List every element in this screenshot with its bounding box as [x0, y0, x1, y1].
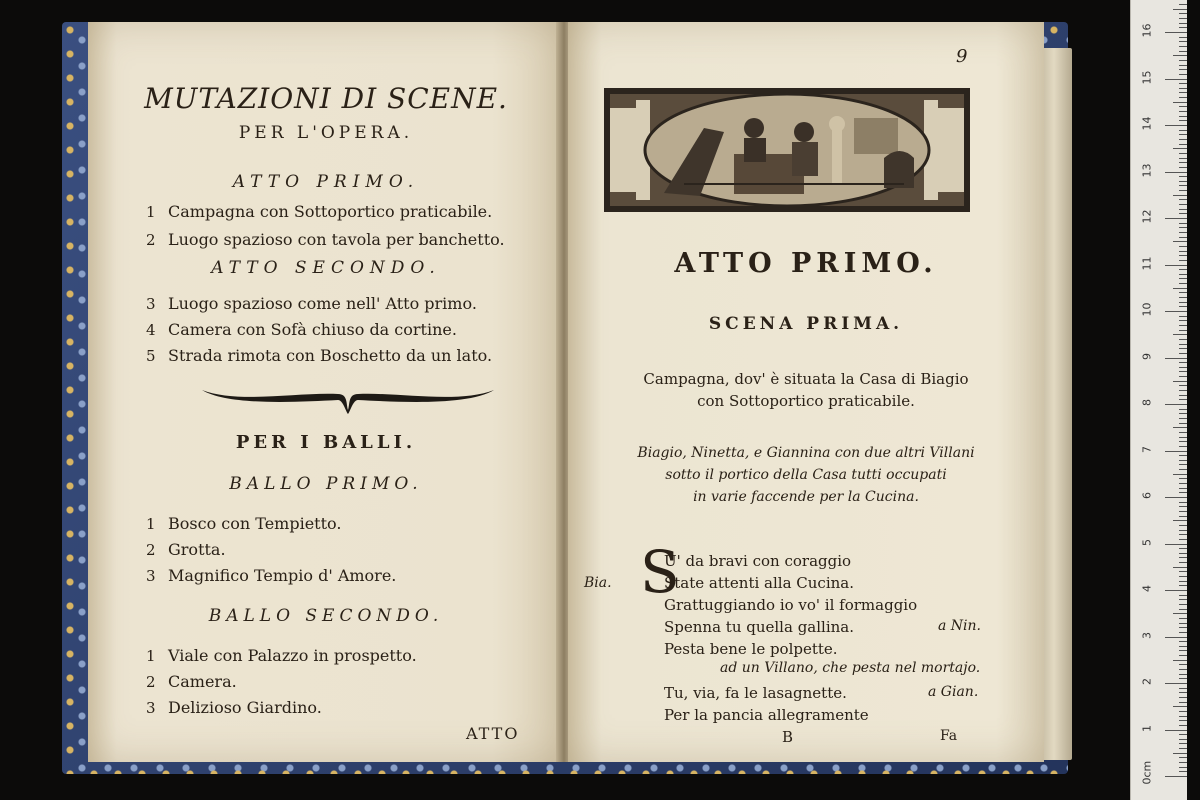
ruler-tick	[1179, 302, 1187, 303]
ruler-tick	[1179, 571, 1187, 572]
ruler-tick	[1179, 344, 1187, 345]
ruler-tick	[1165, 497, 1187, 498]
ruler-tick	[1165, 683, 1187, 684]
ruler-number: 15	[1140, 70, 1154, 84]
list-item: 2 Grotta.	[146, 540, 226, 559]
ruler-tick	[1179, 413, 1187, 414]
ruler-tick	[1179, 144, 1187, 145]
ruler-tick	[1179, 278, 1187, 279]
ruler-tick	[1179, 623, 1187, 624]
ruler-tick	[1179, 725, 1187, 726]
ruler-tick	[1179, 771, 1187, 772]
ruler-tick	[1165, 125, 1187, 126]
ruler-tick	[1179, 664, 1187, 665]
page-edges	[1042, 48, 1072, 760]
ruler-tick	[1179, 162, 1187, 163]
ruler-tick	[1179, 609, 1187, 610]
list-item: 1 Bosco con Tempietto.	[146, 514, 342, 533]
ruler-tick	[1179, 65, 1187, 66]
ruler-tick	[1179, 339, 1187, 340]
ruler-tick	[1179, 562, 1187, 563]
ruler-tick	[1179, 134, 1187, 135]
setting-line: Campagna, dov' è situata la Casa di Biagio	[643, 370, 969, 388]
ruler-tick	[1179, 716, 1187, 717]
ruler-tick	[1179, 534, 1187, 535]
ruler-tick	[1179, 539, 1187, 540]
ruler-tick	[1179, 632, 1187, 633]
right-page	[568, 22, 1044, 762]
ruler-number: 5	[1140, 538, 1154, 546]
ruler-tick	[1173, 102, 1187, 103]
ruler-tick	[1179, 120, 1187, 121]
ruler-number: 2	[1140, 678, 1154, 685]
woodcut-illustration	[604, 88, 970, 212]
ballo-one-heading: BALLO PRIMO.	[229, 474, 423, 494]
ruler-tick	[1173, 334, 1187, 335]
ruler-tick	[1179, 581, 1187, 582]
ruler-tick	[1179, 376, 1187, 377]
cast-line: sotto il portico della Casa tutti occupati	[665, 467, 947, 483]
ruler-tick	[1165, 451, 1187, 452]
ruler-tick	[1179, 530, 1187, 531]
ruler-tick	[1165, 172, 1187, 173]
ruler-number: 11	[1140, 256, 1154, 270]
ruler-tick	[1165, 404, 1187, 405]
ruler-tick	[1179, 246, 1187, 247]
stage-direction: a Nin.	[938, 618, 981, 634]
ruler-tick	[1179, 227, 1187, 228]
verse-line: Grattuggiando io vo' il formaggio	[664, 596, 918, 614]
ruler-tick	[1179, 409, 1187, 410]
ruler-tick	[1179, 618, 1187, 619]
ruler-tick	[1165, 32, 1187, 33]
ruler-tick	[1179, 478, 1187, 479]
ruler-tick	[1179, 153, 1187, 154]
ruler-tick	[1179, 371, 1187, 372]
ruler-tick	[1179, 167, 1187, 168]
ruler-tick	[1179, 511, 1187, 512]
ruler-tick	[1173, 567, 1187, 568]
list-item: 1 Viale con Palazzo in prospetto.	[146, 646, 417, 665]
ruler-number: 4	[1140, 585, 1154, 592]
ruler-tick	[1179, 97, 1187, 98]
ruler-tick	[1179, 516, 1187, 517]
ruler-tick	[1179, 4, 1187, 5]
ruler-tick	[1179, 37, 1187, 38]
cast-line: in varie faccende per la Cucina.	[693, 489, 919, 505]
ruler-tick	[1173, 288, 1187, 289]
ruler-tick	[1179, 437, 1187, 438]
ruler-tick	[1179, 106, 1187, 107]
ruler-tick	[1179, 83, 1187, 84]
ruler-tick	[1173, 753, 1187, 754]
right-catchword: Fa	[940, 728, 958, 744]
setting-line: con Sottoportico praticabile.	[697, 392, 915, 410]
ruler-tick	[1179, 348, 1187, 349]
ruler-tick	[1165, 637, 1187, 638]
ruler-tick	[1179, 697, 1187, 698]
ruler-tick	[1179, 641, 1187, 642]
drop-cap: S	[640, 538, 680, 606]
ruler-tick	[1179, 237, 1187, 238]
verse-line: State attenti alla Cucina.	[664, 574, 855, 592]
ruler-tick	[1179, 297, 1187, 298]
ruler-tick	[1179, 27, 1187, 28]
act-two-heading: ATTO SECONDO.	[211, 258, 441, 278]
ruler-tick	[1173, 148, 1187, 149]
ruler-tick	[1179, 506, 1187, 507]
ruler-tick	[1165, 265, 1187, 266]
ruler-tick	[1165, 218, 1187, 219]
left-catchword: ATTO	[466, 724, 520, 743]
ruler-tick	[1179, 669, 1187, 670]
ruler-tick	[1179, 483, 1187, 484]
ruler-tick	[1179, 757, 1187, 758]
verse-line: Per la pancia allegramente	[664, 706, 869, 724]
ruler-tick	[1179, 650, 1187, 651]
ruler-tick	[1179, 595, 1187, 596]
ruler-tick	[1179, 362, 1187, 363]
ruler-tick	[1179, 232, 1187, 233]
ruler-tick	[1173, 427, 1187, 428]
ruler-tick	[1179, 674, 1187, 675]
ruler-tick	[1179, 185, 1187, 186]
scene-title: SCENA PRIMA.	[708, 314, 904, 334]
ruler-tick	[1179, 306, 1187, 307]
ruler-tick	[1179, 390, 1187, 391]
speaker-label: Bia.	[584, 575, 612, 591]
ruler-tick	[1179, 260, 1187, 261]
ruler-tick	[1179, 139, 1187, 140]
list-item: 3 Delizioso Giardino.	[146, 698, 322, 717]
ruler-tick	[1179, 548, 1187, 549]
verse-line: Pesta bene le polpette.	[664, 640, 838, 658]
stage-direction: a Gian.	[928, 684, 979, 700]
ruler-tick	[1179, 604, 1187, 605]
ruler-number: 7	[1140, 445, 1154, 453]
ruler-tick	[1179, 488, 1187, 489]
balli-heading: PER I BALLI.	[235, 432, 417, 453]
ruler-tick	[1173, 660, 1187, 661]
ruler-tick	[1179, 88, 1187, 89]
page-number: 9	[956, 46, 968, 67]
list-item: 3 Luogo spazioso come nell' Atto primo.	[146, 294, 477, 313]
ruler-tick	[1179, 646, 1187, 647]
ruler-tick	[1179, 423, 1187, 424]
ruler-tick	[1179, 492, 1187, 493]
act-one-heading: ATTO PRIMO.	[232, 172, 420, 192]
ruler-tick	[1179, 464, 1187, 465]
ruler-tick	[1179, 553, 1187, 554]
ruler-tick	[1179, 446, 1187, 447]
ruler-tick	[1179, 204, 1187, 205]
ruler-number: 8	[1140, 399, 1154, 406]
list-item: 2 Camera.	[146, 672, 237, 691]
ruler-tick	[1179, 599, 1187, 600]
ruler-number: 14	[1140, 116, 1154, 131]
ruler-tick	[1179, 585, 1187, 586]
ruler-tick	[1179, 692, 1187, 693]
ruler-tick	[1179, 46, 1187, 47]
ruler-tick	[1179, 655, 1187, 656]
ruler-tick	[1173, 520, 1187, 521]
list-item: 1 Campagna con Sottoportico praticabile.	[146, 202, 493, 221]
ruler-tick	[1179, 720, 1187, 721]
ruler-number: 0cm	[1140, 760, 1154, 785]
ruler-tick	[1179, 269, 1187, 270]
ruler-tick	[1179, 209, 1187, 210]
ruler-tick	[1165, 358, 1187, 359]
ruler-tick	[1165, 730, 1187, 731]
list-item: 5 Strada rimota con Boschetto da un lato.	[146, 346, 493, 365]
signature-mark: B	[782, 728, 794, 746]
ruler-tick	[1173, 195, 1187, 196]
ruler-tick	[1165, 79, 1187, 80]
ruler-tick	[1179, 23, 1187, 24]
ruler-tick	[1179, 330, 1187, 331]
ruler-tick	[1179, 60, 1187, 61]
ruler-tick	[1173, 474, 1187, 475]
list-item: 2 Luogo spazioso con tavola per banchetto.	[146, 230, 505, 249]
ruler-tick	[1179, 251, 1187, 252]
ruler-tick	[1179, 399, 1187, 400]
ruler-tick	[1179, 502, 1187, 503]
ruler-tick	[1179, 460, 1187, 461]
opera-heading: PER L'OPERA.	[238, 123, 414, 143]
ruler-tick	[1179, 69, 1187, 70]
ruler-tick	[1179, 92, 1187, 93]
ruler-tick	[1179, 678, 1187, 679]
ruler-tick	[1179, 320, 1187, 321]
ruler-tick	[1179, 367, 1187, 368]
ballo-two-heading: BALLO SECONDO.	[208, 606, 444, 626]
ruler-tick	[1179, 41, 1187, 42]
ruler-tick	[1179, 525, 1187, 526]
verse-line: Spenna tu quella gallina.	[664, 618, 854, 636]
ruler-tick	[1179, 213, 1187, 214]
ruler-tick	[1179, 325, 1187, 326]
ruler-number: 3	[1140, 631, 1154, 639]
measuring-ruler	[1130, 0, 1187, 800]
ruler-tick	[1179, 176, 1187, 177]
ruler-tick	[1179, 748, 1187, 749]
ruler-tick	[1179, 743, 1187, 744]
ruler-tick	[1173, 381, 1187, 382]
ruler-tick	[1179, 116, 1187, 117]
ruler-tick	[1179, 455, 1187, 456]
cast-line: Biagio, Ninetta, e Giannina con due altri Villani	[637, 445, 975, 461]
ruler-tick	[1179, 158, 1187, 159]
ruler-tick	[1179, 441, 1187, 442]
ruler-tick	[1179, 627, 1187, 628]
ruler-number: 10	[1140, 302, 1154, 317]
ruler-tick	[1179, 395, 1187, 396]
ruler-tick	[1179, 181, 1187, 182]
ruler-tick	[1179, 74, 1187, 75]
ruler-tick	[1179, 762, 1187, 763]
ruler-tick	[1179, 130, 1187, 131]
ruler-tick	[1179, 51, 1187, 52]
ruler-tick	[1179, 255, 1187, 256]
ruler-tick	[1179, 702, 1187, 703]
ruler-number: 9	[1140, 352, 1154, 360]
ruler-tick	[1173, 9, 1187, 10]
ruler-tick	[1165, 544, 1187, 545]
ruler-tick	[1179, 274, 1187, 275]
ornament-rule	[198, 382, 498, 418]
ruler-tick	[1179, 469, 1187, 470]
stage-direction: ad un Villano, che pesta nel mortajo.	[720, 660, 981, 676]
ruler-number: 1	[1140, 724, 1154, 732]
ruler-tick	[1179, 711, 1187, 712]
act-title: ATTO PRIMO.	[674, 248, 938, 279]
ruler-tick	[1179, 111, 1187, 112]
verse-line: U' da bravi con coraggio	[664, 552, 852, 570]
list-item: 4 Camera con Sofà chiuso da cortine.	[146, 320, 457, 339]
ruler-tick	[1179, 557, 1187, 558]
ruler-tick	[1165, 776, 1187, 777]
ruler-tick	[1179, 767, 1187, 768]
ruler-tick	[1179, 432, 1187, 433]
ruler-number: 6	[1140, 492, 1154, 499]
ruler-tick	[1179, 283, 1187, 284]
ruler-tick	[1173, 613, 1187, 614]
ruler-tick	[1179, 385, 1187, 386]
ruler-number: 13	[1140, 163, 1154, 177]
ruler-tick	[1179, 688, 1187, 689]
ruler-tick	[1165, 311, 1187, 312]
left-page	[88, 22, 564, 762]
ruler-tick	[1165, 590, 1187, 591]
ruler-tick	[1179, 734, 1187, 735]
ruler-tick	[1179, 13, 1187, 14]
ruler-tick	[1173, 55, 1187, 56]
left-page-title: MUTAZIONI DI SCENE.	[144, 82, 508, 115]
ruler-tick	[1173, 241, 1187, 242]
ruler-tick	[1179, 199, 1187, 200]
ruler-tick	[1179, 316, 1187, 317]
ruler-tick	[1179, 223, 1187, 224]
ruler-tick	[1179, 18, 1187, 19]
ruler-tick	[1173, 706, 1187, 707]
ruler-tick	[1179, 576, 1187, 577]
ruler-tick	[1179, 418, 1187, 419]
list-item: 3 Magnifico Tempio d' Amore.	[146, 566, 397, 585]
ruler-number: 16	[1140, 23, 1154, 38]
ruler-number: 12	[1140, 209, 1154, 224]
ruler-tick	[1179, 353, 1187, 354]
verse-line: Tu, via, fa le lasagnette.	[664, 684, 847, 702]
ruler-tick	[1179, 739, 1187, 740]
ruler-tick	[1179, 190, 1187, 191]
ruler-tick	[1179, 292, 1187, 293]
